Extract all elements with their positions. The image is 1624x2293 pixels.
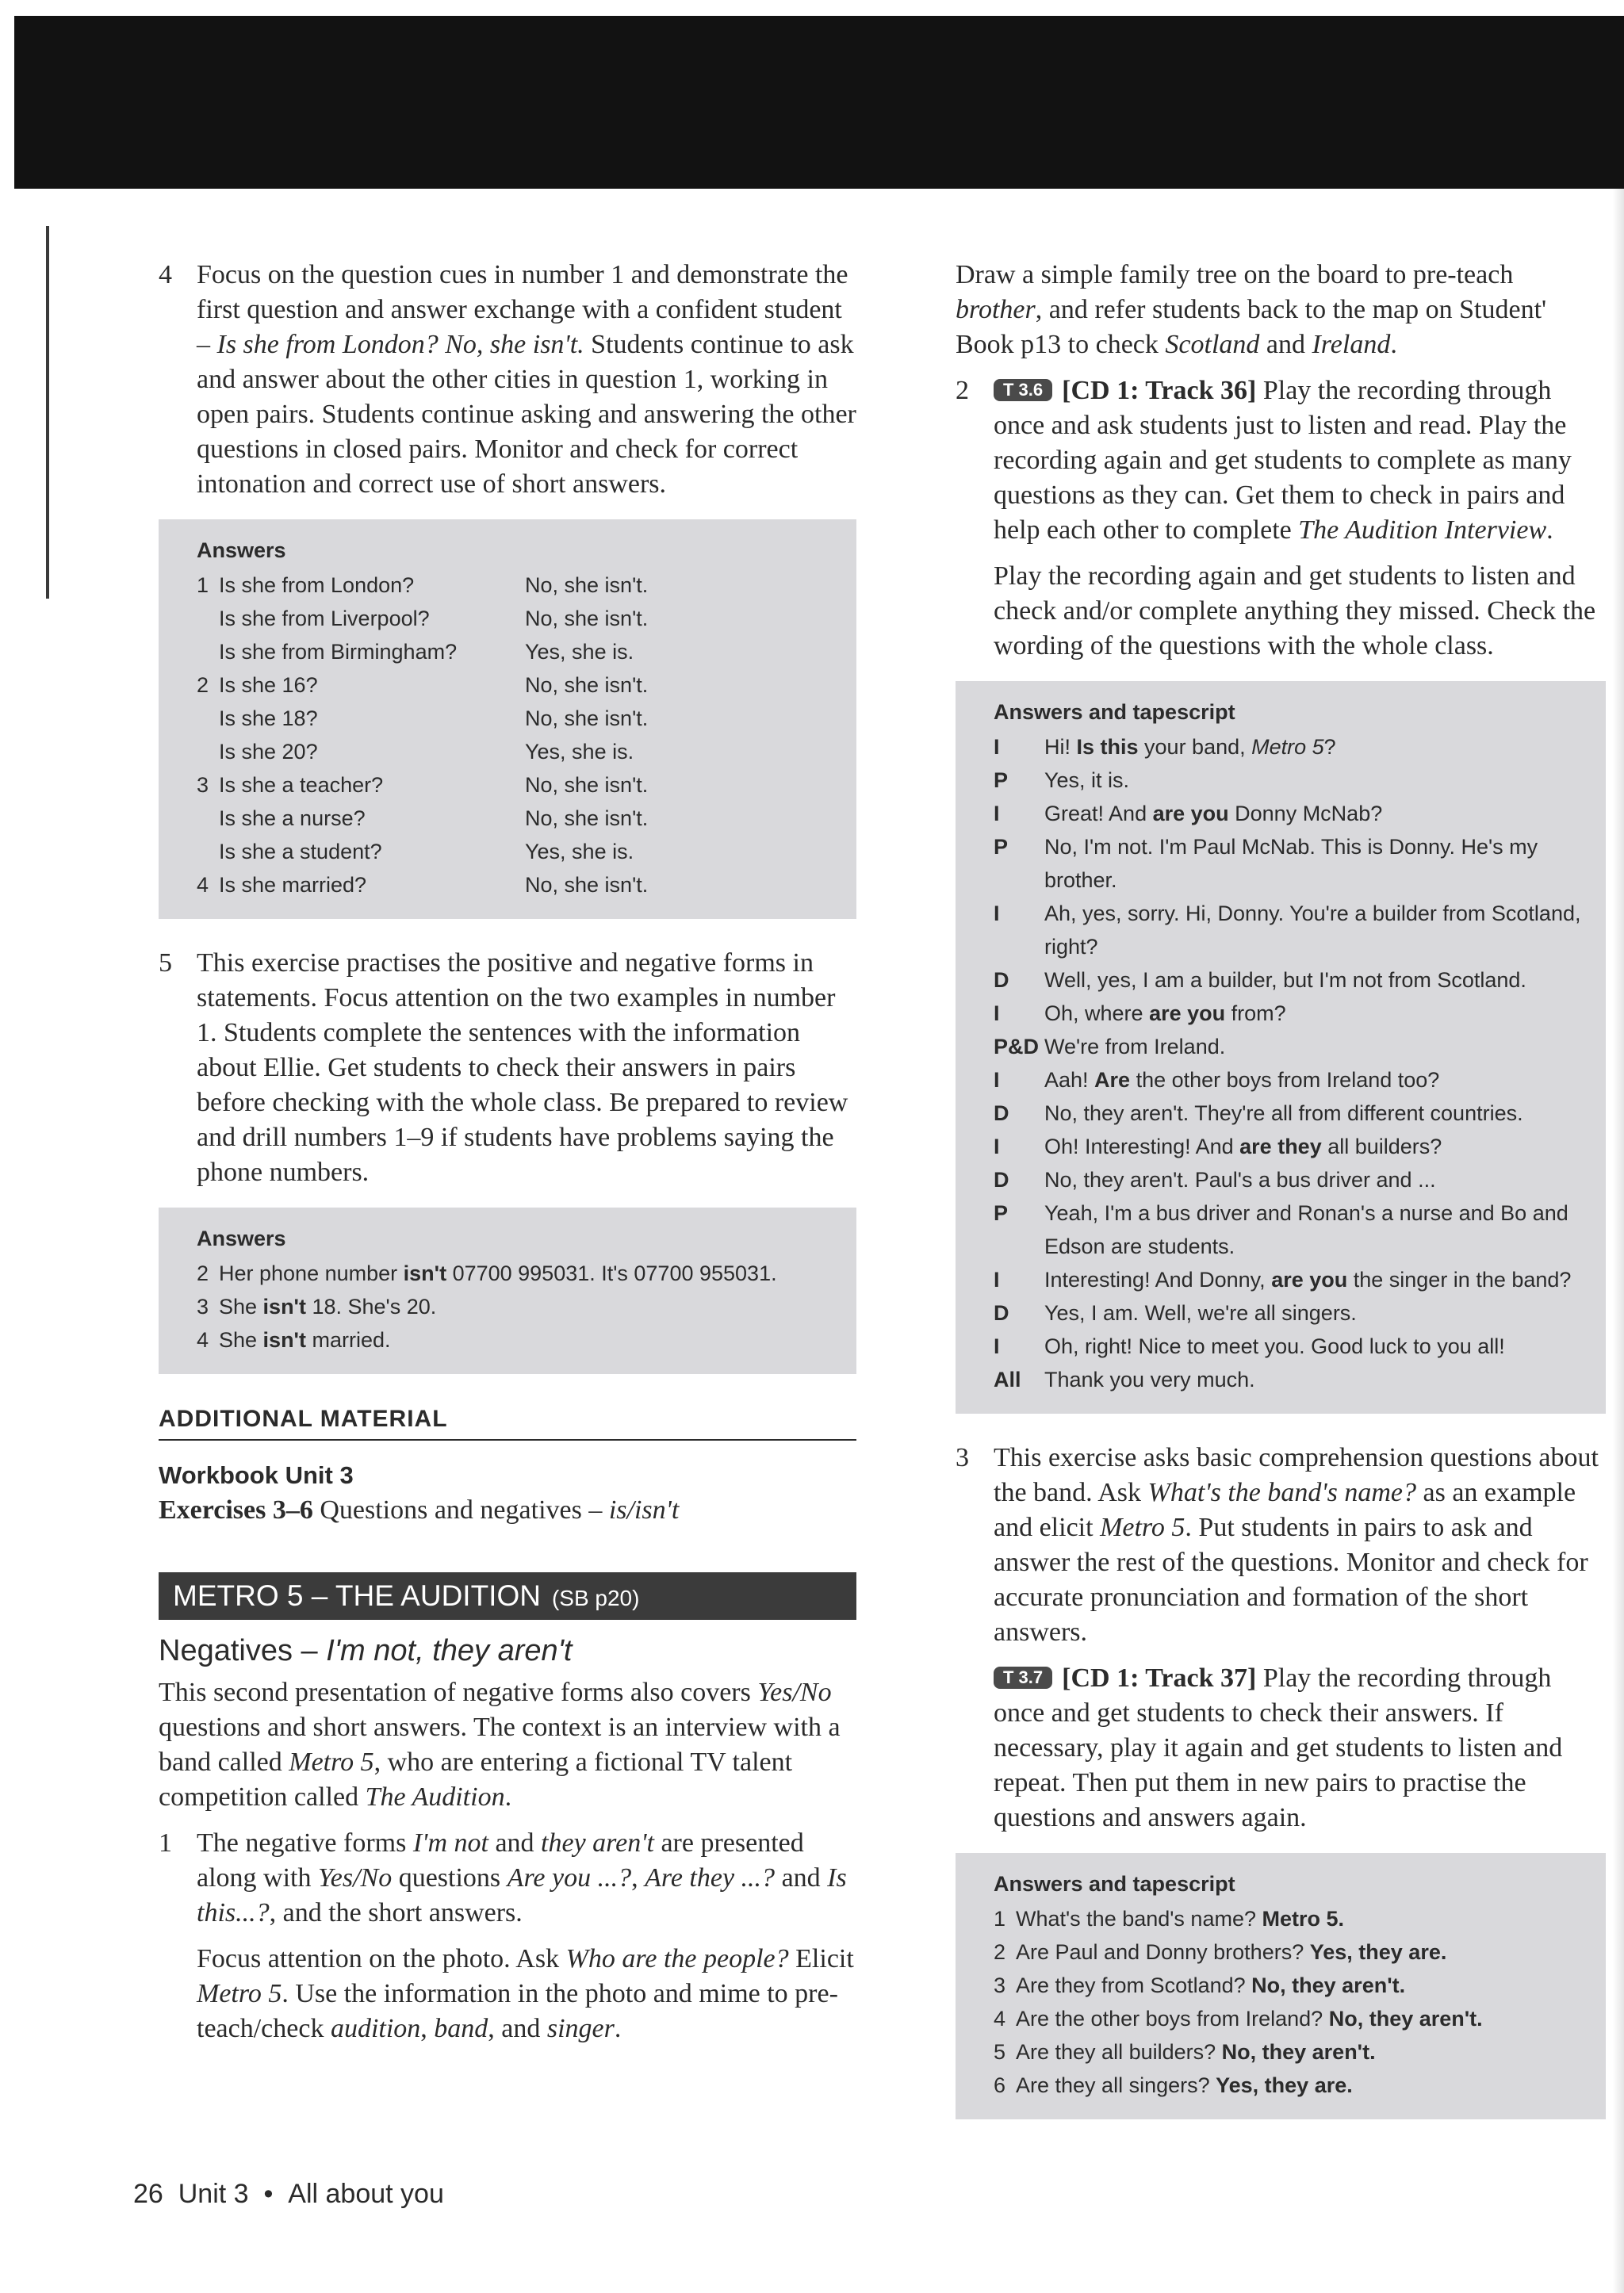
family-tree-paragraph: Draw a simple family tree on the board to pre-teach brother, and refer students back to the map on Student' Book p13 to check Scotland and Ireland.: [956, 260, 1547, 359]
answer-response: No, she isn't.: [525, 673, 649, 697]
exercise-4-paragraph: 4 Focus on the question cues in number 1 and demonstrate the first question and answer exchange with a confident student – Is she from London? No, she isn't. Students continue to ask and answer about the other cities in question 1, working in open pairs. Students continue asking and answering the other questions in closed pairs. Monitor and check for correct intonation and correct use of short answers.: [159, 258, 856, 502]
tapescript-text: Well, yes, I am a builder, but I'm not from Scotland.: [1044, 968, 1526, 992]
tapescript-line: [994, 1263, 1606, 1296]
speaker-label: D: [994, 1168, 1009, 1192]
negatives-subheading: Negatives – I'm not, they aren't: [159, 1634, 573, 1667]
additional-material-heading: ADDITIONAL MATERIAL: [159, 1406, 856, 1441]
speaker-label: I: [994, 1001, 1000, 1025]
answer-text: She isn't married.: [219, 1328, 391, 1352]
answers-table: [197, 568, 648, 902]
footer-topic: All about you: [288, 2179, 444, 2209]
speaker-label: I: [994, 902, 1000, 925]
exercise-3-paragraph: 3 This exercise asks basic comprehension questions about the band. Ask What's the band's name? as an example and elicit Metro 5. Put students in pairs to ask and answer the rest of the questions. Monitor and check for accurate pronunciation and formation of the short answers.: [956, 1441, 1606, 1650]
table-row: [197, 568, 648, 602]
tapescript-line: [994, 1196, 1606, 1263]
answer-question: Is she 18?: [219, 706, 318, 730]
answer-number: 1: [994, 1907, 1006, 1931]
speaker-label: P&D: [994, 1035, 1040, 1058]
answer-number: 1: [197, 573, 209, 597]
answer-question: Is she from Liverpool?: [219, 607, 430, 630]
speaker-label: P: [994, 835, 1009, 859]
footer-bullet: •: [263, 2179, 274, 2209]
answers-list: [994, 1902, 1606, 2102]
margin-rule: [46, 226, 49, 599]
workbook-exercises: Exercises 3–6 Questions and negatives – is/isn't: [159, 1495, 680, 1525]
answers-box-3: [956, 1853, 1606, 2119]
answer-number: [197, 602, 219, 635]
tapescript-line: [994, 1030, 1606, 1063]
list-item: [994, 1902, 1606, 1935]
left-column: [159, 258, 856, 2058]
speaker-label: I: [994, 735, 1000, 759]
answer-number: 3: [197, 1295, 209, 1319]
tapescript-line: [994, 730, 1606, 764]
speaker-label: All: [994, 1368, 1021, 1391]
answer-number: 3: [994, 1973, 1006, 1997]
table-row: [197, 735, 648, 768]
list-item: [994, 1935, 1606, 1969]
answers-title: Answers: [197, 1227, 286, 1250]
tapescript-text: Aah! Are the other boys from Ireland too?: [1044, 1068, 1440, 1092]
tapescript-text: Interesting! And Donny, are you the singer in the band?: [1044, 1268, 1572, 1292]
list-item: [197, 1323, 856, 1357]
answer-response: No, she isn't.: [525, 873, 649, 897]
tapescript-text: No, they aren't. Paul's a bus driver and ...: [1044, 1168, 1436, 1192]
answer-response: No, she isn't.: [525, 806, 649, 830]
answer-response: No, she isn't.: [525, 573, 649, 597]
answer-response: No, she isn't.: [525, 706, 649, 730]
list-item: [994, 2035, 1606, 2069]
tapescript-lines: [994, 730, 1606, 1396]
tapescript-line: [994, 797, 1606, 830]
right-column: [956, 258, 1606, 2146]
answer-text: What's the band's name? Metro 5.: [1016, 1907, 1345, 1931]
answer-question: Is she from London?: [219, 573, 415, 597]
speaker-label: D: [994, 1101, 1009, 1125]
list-item: [994, 2002, 1606, 2035]
answer-number: [197, 735, 219, 768]
table-row: [197, 868, 648, 902]
table-row: [197, 602, 648, 635]
answers-box-2: [159, 1208, 856, 1374]
answer-number: 4: [197, 873, 209, 897]
answer-number: 2: [197, 673, 209, 697]
answer-number: [197, 702, 219, 735]
tapescript-text: Thank you very much.: [1044, 1368, 1255, 1391]
tapescript-line: [994, 897, 1606, 963]
tapescript-line: [994, 1330, 1606, 1363]
page-edge-shadow: [1613, 189, 1624, 2293]
answer-response: Yes, she is.: [525, 640, 634, 664]
tapescript-line: [994, 830, 1606, 897]
exercise-number: 3: [956, 1443, 969, 1472]
tapescript-line: [994, 1097, 1606, 1130]
speaker-label: I: [994, 1268, 1000, 1292]
tapescript-text: Oh, where are you from?: [1044, 1001, 1286, 1025]
banner-title: METRO 5 – THE AUDITION: [173, 1579, 541, 1612]
answer-text: Are they all singers? Yes, they are.: [1016, 2073, 1353, 2097]
tapescript-text: Yes, it is.: [1044, 768, 1130, 792]
answer-question: Is she from Birmingham?: [219, 640, 458, 664]
tapescript-line: [994, 1296, 1606, 1330]
tapescript-line: [994, 963, 1606, 997]
answers-box-1: [159, 519, 856, 919]
page-number: 26: [133, 2179, 163, 2209]
tapescript-box: [956, 681, 1606, 1414]
answer-response: Yes, she is.: [525, 740, 634, 764]
answers-title: Answers and tapescript: [994, 1872, 1235, 1896]
answer-response: No, she isn't.: [525, 607, 649, 630]
answers-title: Answers: [197, 538, 286, 562]
answer-number: 6: [994, 2073, 1006, 2097]
audio-track-icon: T 3.6: [994, 379, 1052, 401]
exercise-number: 1: [159, 1828, 172, 1858]
exercise-2-paragraph: 2 T 3.6 [CD 1: Track 36] Play the recording through once and ask students just to listen and read. Play the recording again and get students to complete as many questions as they can. Get them to check in pairs and help each other to complete The Audition Interview.: [956, 373, 1606, 548]
answer-question: Is she a student?: [219, 840, 382, 863]
tapescript-text: Yeah, I'm a bus driver and Ronan's a nurse and Bo and Edson are students.: [1044, 1201, 1568, 1258]
exercise-3-followup-paragraph: T 3.7 [CD 1: Track 37] Play the recording through once and get students to check their answers. If necessary, play it again and get students to listen and repeat. Then put them in new pairs to practise the questions and answers again.: [994, 1663, 1563, 1832]
answer-number: 2: [994, 1940, 1006, 1964]
table-row: [197, 668, 648, 702]
tapescript-line: [994, 997, 1606, 1030]
answer-number: 5: [994, 2040, 1006, 2064]
speaker-label: I: [994, 1334, 1000, 1358]
audio-track-icon: T 3.7: [994, 1667, 1052, 1689]
table-row: [197, 635, 648, 668]
workbook-title: Workbook Unit 3: [159, 1461, 354, 1489]
tapescript-text: We're from Ireland.: [1044, 1035, 1226, 1058]
answer-response: Yes, she is.: [525, 840, 634, 863]
exercise-number: 2: [956, 376, 969, 405]
exercise-1-paragraph: 1 The negative forms I'm not and they aren't are presented along with Yes/No questions Are you ...?, Are they ...? and Is this...?, and the short answers.: [159, 1826, 856, 1931]
answer-question: Is she 16?: [219, 673, 318, 697]
tapescript-line: [994, 1163, 1606, 1196]
answer-text: Are they from Scotland? No, they aren't.: [1016, 1973, 1406, 1997]
answer-response: No, she isn't.: [525, 773, 649, 797]
tapescript-text: Oh, right! Nice to meet you. Good luck to you all!: [1044, 1334, 1505, 1358]
answer-number: [197, 635, 219, 668]
answer-text: Her phone number isn't 07700 995031. It's 07700 955031.: [219, 1261, 777, 1285]
speaker-label: I: [994, 1068, 1000, 1092]
banner-ref: (SB p20): [551, 1586, 640, 1610]
exercise-number: 4: [159, 260, 172, 289]
answer-question: Is she a teacher?: [219, 773, 384, 797]
speaker-label: D: [994, 968, 1009, 992]
tapescript-line: [994, 764, 1606, 797]
tapescript-line: [994, 1363, 1606, 1396]
speaker-label: P: [994, 768, 1009, 792]
answer-number: [197, 835, 219, 868]
speaker-label: P: [994, 1201, 1009, 1225]
answer-question: Is she married?: [219, 873, 367, 897]
tapescript-line: [994, 1063, 1606, 1097]
answer-question: Is she a nurse?: [219, 806, 366, 830]
answer-number: [197, 802, 219, 835]
exercise-number: 5: [159, 948, 172, 978]
table-row: [197, 802, 648, 835]
tapescript-text: No, I'm not. I'm Paul McNab. This is Donny. He's my brother.: [1044, 835, 1538, 892]
tapescript-text: Yes, I am. Well, we're all singers.: [1044, 1301, 1357, 1325]
exercise-5-paragraph: 5 This exercise practises the positive and negative forms in statements. Focus attention on the two examples in number 1. Students complete the sentences with the information about Ellie. Get students to check their answers in pairs before checking with the whole class. Be prepared to review and drill numbers 1–9 if students have problems saying the phone numbers.: [159, 946, 856, 1190]
top-header-band: [14, 16, 1624, 189]
answer-text: Are Paul and Donny brothers? Yes, they are.: [1016, 1940, 1447, 1964]
answer-question: Is she 20?: [219, 740, 318, 764]
tapescript-line: [994, 1130, 1606, 1163]
footer-unit: Unit 3: [178, 2179, 249, 2209]
answer-number: 3: [197, 773, 209, 797]
speaker-label: I: [994, 802, 1000, 825]
list-item: [197, 1257, 856, 1290]
intro-paragraph: This second presentation of negative forms also covers Yes/No questions and short answers. The context is an interview with a band called Metro 5, who are entering a fictional TV talent competition called The Audition.: [159, 1678, 841, 1812]
tapescript-title: Answers and tapescript: [994, 700, 1235, 724]
tapescript-text: Ah, yes, sorry. Hi, Donny. You're a builder from Scotland, right?: [1044, 902, 1581, 959]
exercise-1-followup-paragraph: Focus attention on the photo. Ask Who are the people? Elicit Metro 5. Use the information in the photo and mime to pre-teach/check audition, band, and singer.: [197, 1944, 854, 2043]
exercise-2-followup-paragraph: Play the recording again and get students to listen and check and/or complete anything they missed. Check the wording of the questions with the whole class.: [994, 561, 1596, 660]
section-banner: [159, 1572, 856, 1620]
answers-list: [197, 1257, 856, 1357]
answer-text: Are the other boys from Ireland? No, they aren't.: [1016, 2007, 1483, 2031]
list-item: [994, 1969, 1606, 2002]
tapescript-text: Hi! Is this your band, Metro 5?: [1044, 735, 1336, 759]
tapescript-text: Oh! Interesting! And are they all builders?: [1044, 1135, 1442, 1158]
table-row: [197, 702, 648, 735]
answer-number: 4: [197, 1328, 209, 1352]
list-item: [197, 1290, 856, 1323]
tapescript-text: No, they aren't. They're all from different countries.: [1044, 1101, 1523, 1125]
table-row: [197, 835, 648, 868]
answer-text: She isn't 18. She's 20.: [219, 1295, 437, 1319]
page-footer: [133, 2179, 444, 2210]
answer-number: 2: [197, 1261, 209, 1285]
speaker-label: D: [994, 1301, 1009, 1325]
table-row: [197, 768, 648, 802]
list-item: [994, 2069, 1606, 2102]
answer-number: 4: [994, 2007, 1006, 2031]
answer-text: Are they all builders? No, they aren't.: [1016, 2040, 1376, 2064]
speaker-label: I: [994, 1135, 1000, 1158]
tapescript-text: Great! And are you Donny McNab?: [1044, 802, 1383, 825]
